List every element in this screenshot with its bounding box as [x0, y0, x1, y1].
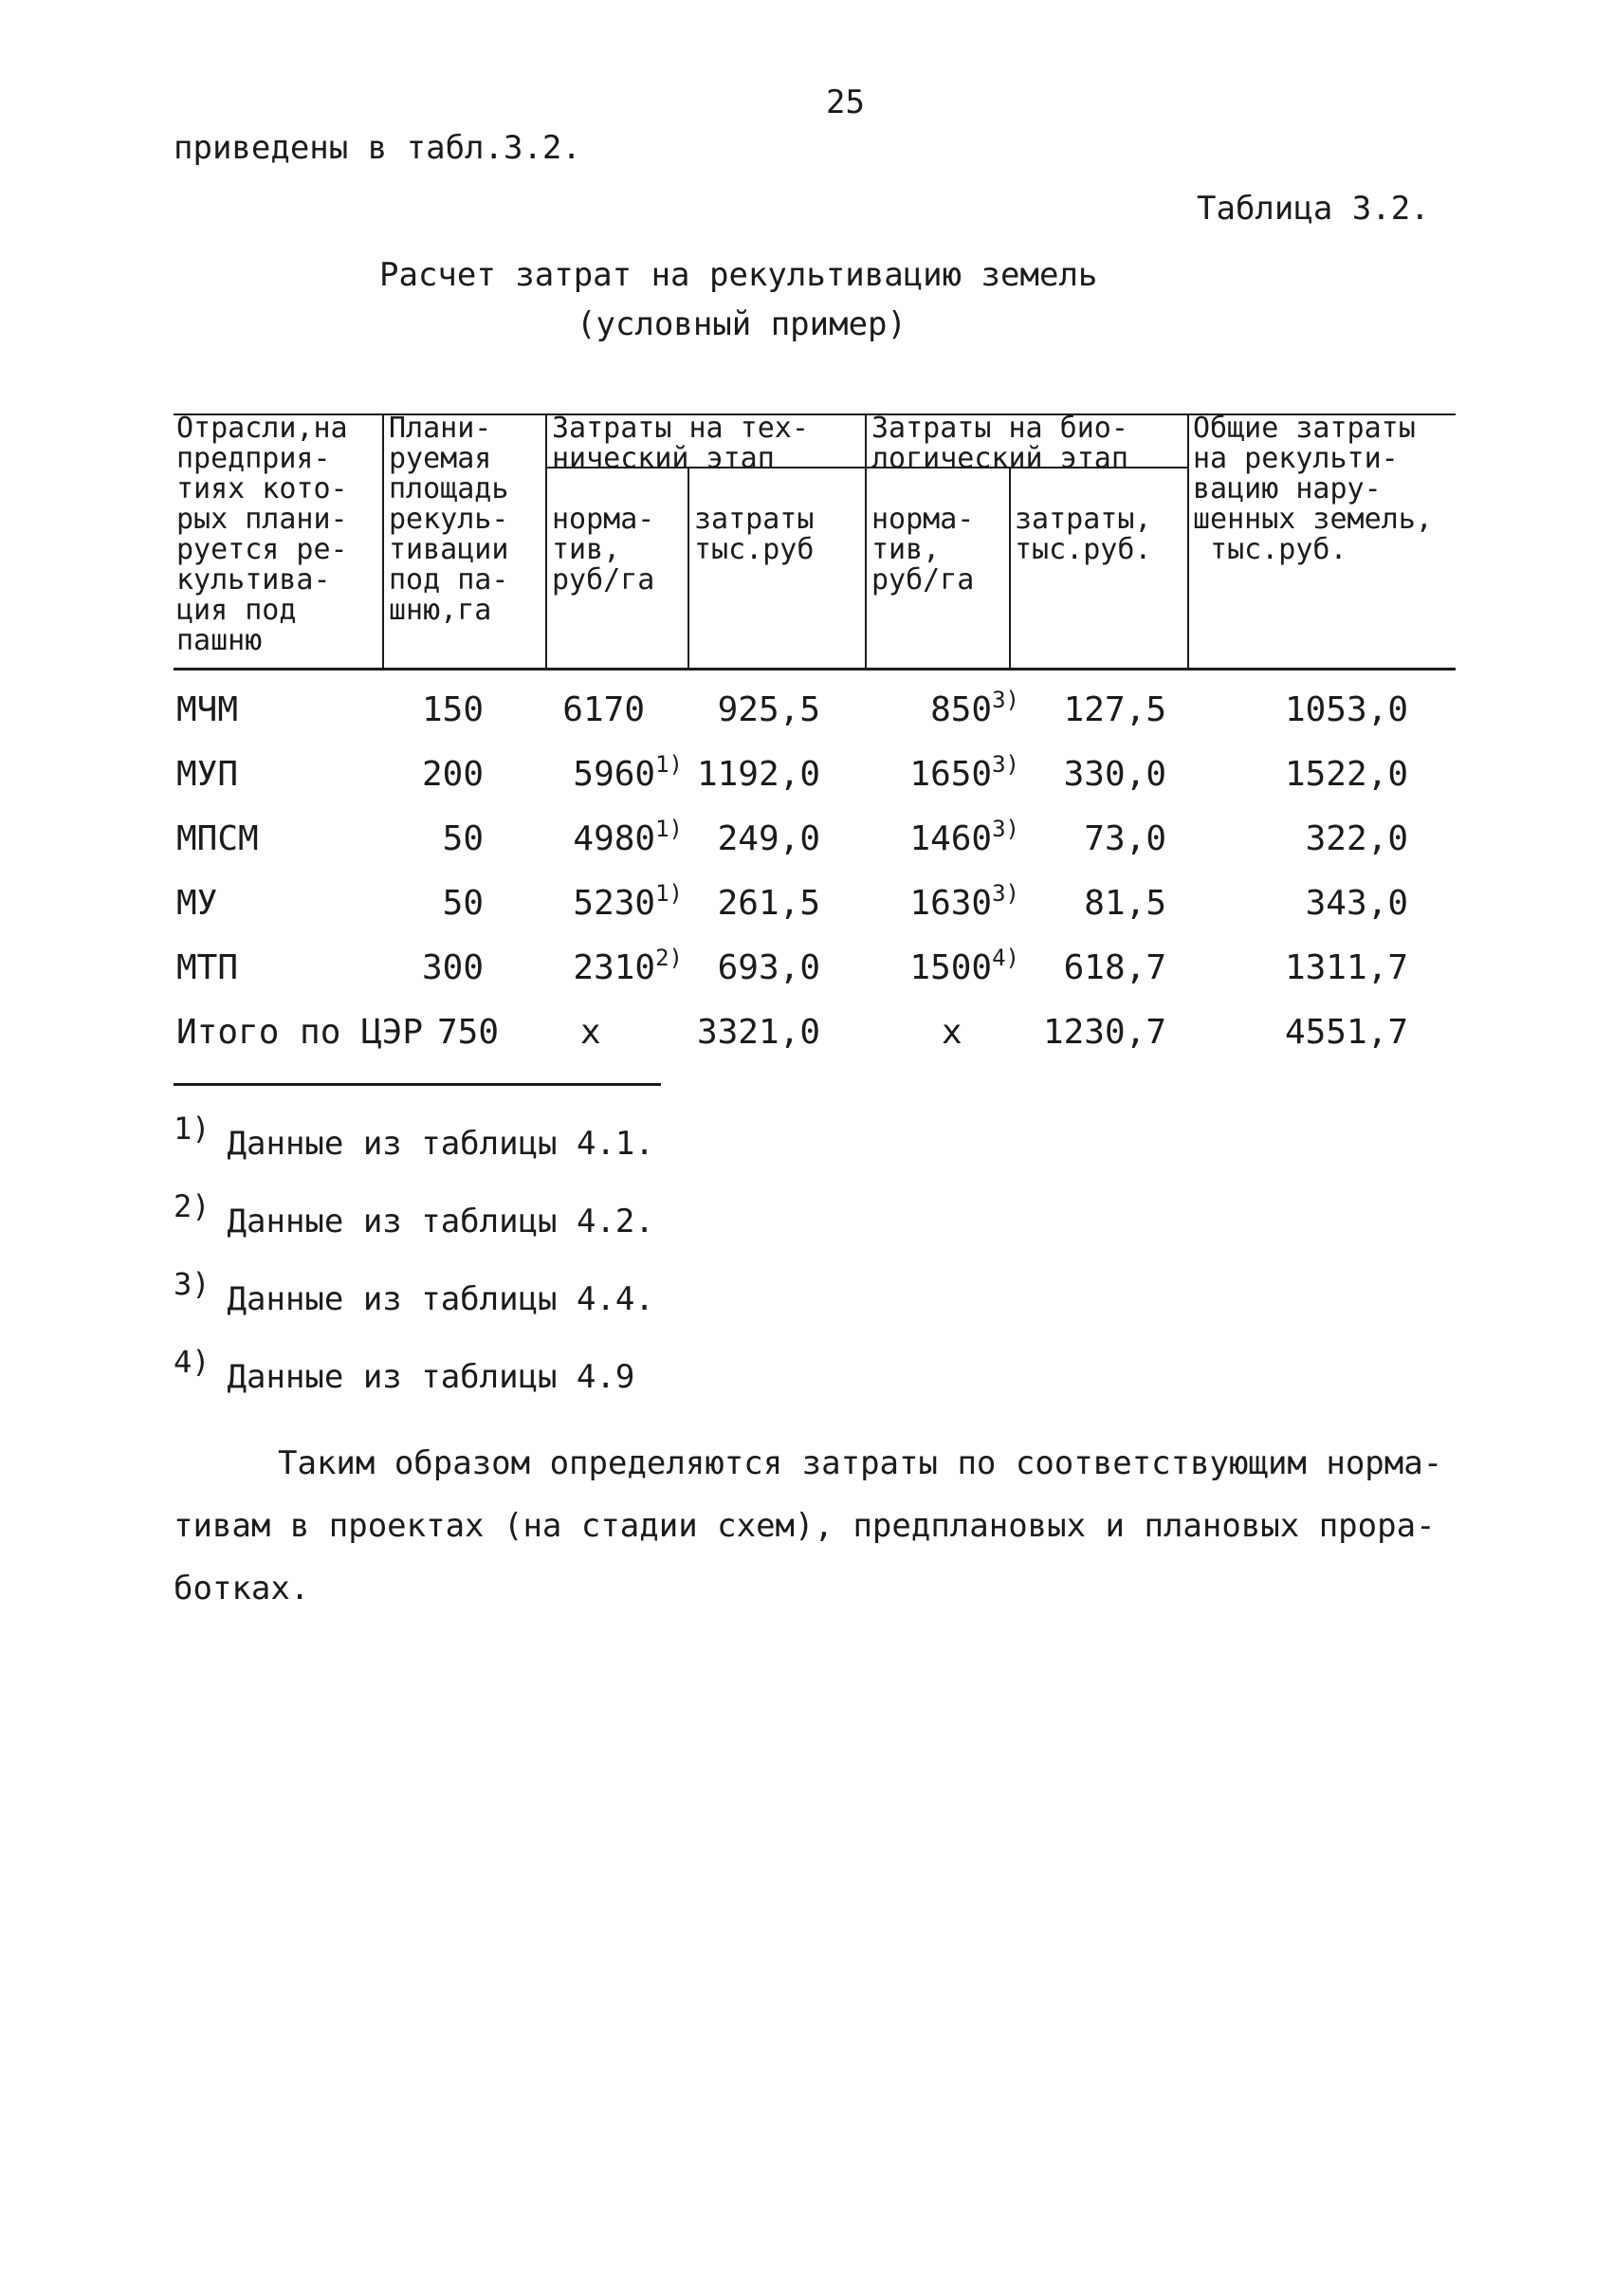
table-title: Расчет затрат на рекультивацию земель [379, 256, 1098, 294]
cell-total: 1522,0 [1284, 755, 1408, 794]
closing-line: тивам в проектах (на стадии схем), предплановых и плановых прора- [174, 1507, 1436, 1545]
cell-bio-norm: х [942, 1013, 962, 1052]
cell-bio-norm [853, 945, 1019, 987]
header-industry: Отрасли,на предприя- тиях кото- рых плани- руется ре- культива- ция под пашню [176, 412, 348, 657]
cell-name: МУ [176, 884, 218, 923]
header-tech-cost: затраты тыс.руб [694, 503, 815, 566]
tech-norm-value: 6170 [562, 690, 645, 729]
cell-bio-cost: 618,7 [1063, 948, 1166, 987]
cell-area: 750 [436, 1013, 499, 1052]
table-subtitle: (условный пример) [577, 305, 907, 343]
col-divider [382, 413, 384, 668]
footnote-ref: 1) [655, 751, 683, 778]
tech-norm-value: 5960 [573, 755, 656, 794]
col-divider [1187, 413, 1189, 668]
cell-bio-cost: 330,0 [1063, 755, 1166, 794]
footnote-separator [174, 1083, 661, 1086]
cell-bio-norm [853, 816, 1019, 858]
cell-total: 4551,7 [1284, 1013, 1408, 1052]
cell-bio-norm [853, 880, 1019, 923]
footnote [174, 1266, 654, 1318]
footnote [174, 1111, 654, 1163]
bio-norm-value: 850 [930, 690, 993, 729]
cell-bio-cost: 81,5 [1084, 884, 1166, 923]
cell-bio-cost: 73,0 [1084, 819, 1166, 858]
header-tech-group: Затраты на тех- нический этап [552, 412, 809, 475]
cell-tech-norm [531, 690, 645, 729]
cell-area: 200 [421, 755, 484, 794]
cell-bio-norm [853, 751, 1019, 794]
col-divider [1009, 468, 1011, 668]
cell-tech-cost: 1192,0 [696, 755, 820, 794]
closing-paragraph [174, 1432, 1492, 1620]
cell-total: 322,0 [1305, 819, 1408, 858]
cell-tech-cost: 261,5 [717, 884, 820, 923]
footnote-text: Данные из таблицы 4.2. [227, 1203, 654, 1240]
footnote-text: Данные из таблицы 4.1. [227, 1125, 654, 1163]
table-label: Таблица 3.2. [1197, 190, 1430, 228]
cell-area: 50 [442, 884, 484, 923]
header-total: Общие затраты на рекульти- вацию нару- шенных земель, тыс.руб. [1193, 412, 1433, 566]
footnote-ref: 3) [992, 751, 1019, 778]
footnote-ref: 1) [655, 880, 683, 907]
cell-total: 343,0 [1305, 884, 1408, 923]
cell-name: МЧМ [176, 690, 239, 729]
header-bio-norm: норма- тив, руб/га [871, 503, 975, 597]
footnote-text: Данные из таблицы 4.4. [227, 1280, 654, 1318]
cell-area: 150 [421, 690, 484, 729]
closing-line: Таким образом определяются затраты по соответствующим норма- [278, 1444, 1443, 1482]
footnote-ref: 3) [992, 880, 1019, 907]
cell-tech-norm [531, 880, 683, 923]
footnote [174, 1344, 635, 1396]
tech-norm-value: 2310 [573, 948, 656, 987]
cell-tech-cost: 693,0 [717, 948, 820, 987]
bio-norm-value: 1460 [909, 819, 993, 858]
cell-area: 300 [421, 948, 484, 987]
cell-tech-norm [531, 751, 683, 794]
cell-name: МУП [176, 755, 239, 794]
col-divider [545, 413, 547, 668]
cell-total: 1053,0 [1284, 690, 1408, 729]
header-tech-norm: норма- тив, руб/га [552, 503, 655, 597]
cell-tech-norm [531, 945, 683, 987]
footnote-mark: 2) [174, 1188, 211, 1224]
footnote-mark: 1) [174, 1111, 211, 1147]
bio-norm-value: 1500 [909, 948, 993, 987]
page-number: 25 [826, 83, 865, 121]
cell-bio-cost: 127,5 [1063, 690, 1166, 729]
header-bottom-rule [174, 668, 1456, 670]
cell-tech-norm [531, 816, 683, 858]
footnote-ref: 3) [992, 687, 1019, 713]
cell-bio-norm [853, 687, 1019, 729]
header-bio-group: Затраты на био- логический этап [871, 412, 1128, 475]
intro-text: приведены в табл.3.2. [174, 129, 581, 167]
col-divider [687, 468, 689, 668]
tech-norm-value: 5230 [573, 884, 656, 923]
bio-norm-value: 1630 [909, 884, 993, 923]
header-area: Плани- руемая площадь рекуль- тивации под па- шню,га [389, 412, 509, 627]
footnote-ref: 2) [655, 945, 683, 971]
footnote-ref: 3) [992, 816, 1019, 842]
cell-name: МПСМ [176, 819, 259, 858]
footnote-text: Данные из таблицы 4.9 [227, 1358, 635, 1396]
bio-norm-value: 1650 [909, 755, 993, 794]
footnote-ref: 4) [992, 945, 1019, 971]
tech-norm-value: 4980 [573, 819, 656, 858]
cell-tech-cost: 925,5 [717, 690, 820, 729]
closing-line: ботках. [174, 1570, 310, 1607]
footnote [174, 1188, 654, 1240]
footnote-mark: 3) [174, 1266, 211, 1302]
footnote-ref: 1) [655, 816, 683, 842]
cell-tech-cost: 3321,0 [696, 1013, 820, 1052]
cell-tech-cost: 249,0 [717, 819, 820, 858]
cell-bio-cost: 1230,7 [1042, 1013, 1166, 1052]
cell-area: 50 [442, 819, 484, 858]
footnote-mark: 4) [174, 1344, 211, 1380]
header-bio-cost: затраты, тыс.руб. [1015, 503, 1152, 566]
cell-tech-norm: х [580, 1013, 601, 1052]
col-divider [865, 413, 867, 668]
cell-total: 1311,7 [1284, 948, 1408, 987]
cell-name: МТП [176, 948, 239, 987]
cell-name: Итого по ЦЭР [176, 1013, 424, 1052]
